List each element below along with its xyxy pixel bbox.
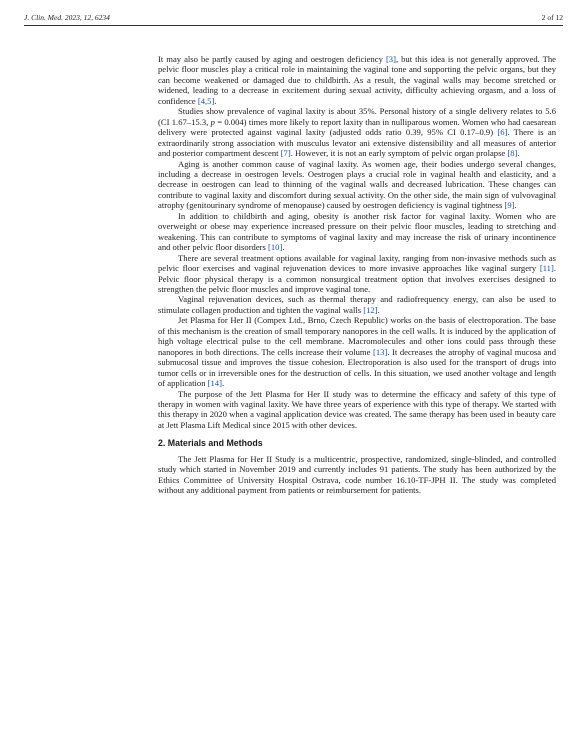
paragraph-9: The Jett Plasma for Her II Study is a multicentric, prospective, randomized, single-blinded, and controlled study which started in November 2019 and currently includes 91 patients. The study has been authorized by the Ethics Committee of University Hospital Ostrava, code number 16.10-TF-JPH II. The study was completed without any additional payment from patients or reimbursement for patients.	[158, 453, 556, 496]
paragraph-4: In addition to childbirth and aging, obesity is another risk factor for vaginal laxity. Women who are overweight or obese may experience increased pressure on their pelvic floor muscles, leading to stretching and weakening. This can contribute to symptoms of vaginal laxity and may increase the risk of urinary incontinence and other pelvic floor disorders [10].	[158, 210, 556, 253]
citation-link[interactable]: [3]	[385, 54, 396, 64]
paragraph-2: Studies show prevalence of vaginal laxity is about 35%. Personal history of a single delivery relates to 5.6 (CI 1.67–15.3, p = 0.004) times more likely to report laxity than in nulliparous women. Women who had caesarean delivery were protected against vaginal laxity (adjusted odds ratio 0.39, 95% CI 0.17–0.9) [6]. There is an extraordinarily strong association with musculus levator ani extensive distensibility and all measures of anterior and posterior compartment descent [7]. However, it is not an early symptom of pelvic organ prolapse [8].	[158, 106, 556, 159]
citation-link[interactable]: [7]	[280, 148, 291, 159]
journal-citation: J. Clin. Med. 2023, 12, 6234	[24, 13, 110, 22]
page-header	[24, 11, 563, 25]
paragraph-7: Jet Plasma for Her II (Compex Ltd., Brno, Czech Republic) works on the basis of electroporation. The base of this mechanism is the creation of small temporary nanopores in the cell walls. It is induced by the application of high voltage electrical pulse to the cell membrane. Macromolecules and other ions could pass through these nanopores in both directions. The cells increase their volume [13]. It decreases the atrophy of vaginal mucosa and submucosal tissue and improves the tissue cohesion. Electroporation is also used for the transport of drugs into tumor cells or in irreversible ones for the destruction of cells. In this situation, we used another voltage and length of application [14].	[158, 315, 556, 389]
citation-link[interactable]: [8]	[507, 148, 518, 159]
header-divider	[24, 25, 563, 26]
citation-link[interactable]: [11]	[539, 263, 554, 274]
section-heading: 2. Materials and Methods	[158, 438, 263, 449]
citation-link[interactable]: [14]	[207, 378, 222, 389]
citation-link[interactable]: [6]	[497, 127, 508, 138]
citation-link[interactable]: [4,5]	[197, 95, 215, 106]
paragraph-6: Vaginal rejuvenation devices, such as thermal therapy and radiofrequency energy, can also be used to stimulate collagen production and tighten the vaginal walls [12].	[158, 294, 556, 315]
paragraph-3: Aging is another common cause of vaginal laxity. As women age, their bodies undergo several changes, including a decrease in oestrogen levels. Oestrogen plays a crucial role in vaginal health and elasticity, and a decrease in oestrogen can lead to thinning of the vaginal walls and decreased lubrication. These changes can contribute to vaginal laxity and discomfort during sexual activity. On the other side, the main sign of vulvovaginal atrophy (genitourinary syndrome of menopause) caused by oestrogen deficiency is vaginal tightness [9].	[158, 158, 556, 211]
article-body	[158, 54, 556, 496]
citation-link[interactable]: [12]	[363, 304, 378, 315]
page-number: 2 of 12	[541, 13, 563, 22]
paragraph-8: The purpose of the Jett Plasma for Her II study was to determine the efficacy and safety of this type of therapy in women with vaginal laxity. We have three years of experience with this type of therapy. We started with this therapy in 2020 when a vaginal application device was created. The same therapy has been used in beauty care at Jett Plasma Lift Medical since 2015 with other devices.	[158, 388, 556, 430]
paragraph-5: There are several treatment options available for vaginal laxity, ranging from non-invasive methods such as pelvic floor exercises and vaginal rejuvenation devices to more invasive approaches like vaginal surgery [11]. Pelvic floor physical therapy is a common nonsurgical treatment option that involves exercises designed to strengthen the pelvic floor muscles and improve vaginal tone.	[158, 252, 556, 294]
paragraph-1: It may also be partly caused by aging and oestrogen deficiency [3], but this idea is not generally approved. The pelvic floor muscles play a critical role in maintaining the vaginal tone and supporting the pelvic organs, but they can become weakened or damaged due to childbirth. As a result, the vaginal walls may become stretched or widened, leading to a decrease in excitement during sexual activity, difficulty achieving orgasm, and a loss of confidence [4,5].	[158, 54, 556, 106]
citation-link[interactable]: [10]	[268, 242, 283, 253]
citation-link[interactable]: [13]	[373, 346, 388, 357]
citation-link[interactable]: [9]	[504, 200, 515, 211]
